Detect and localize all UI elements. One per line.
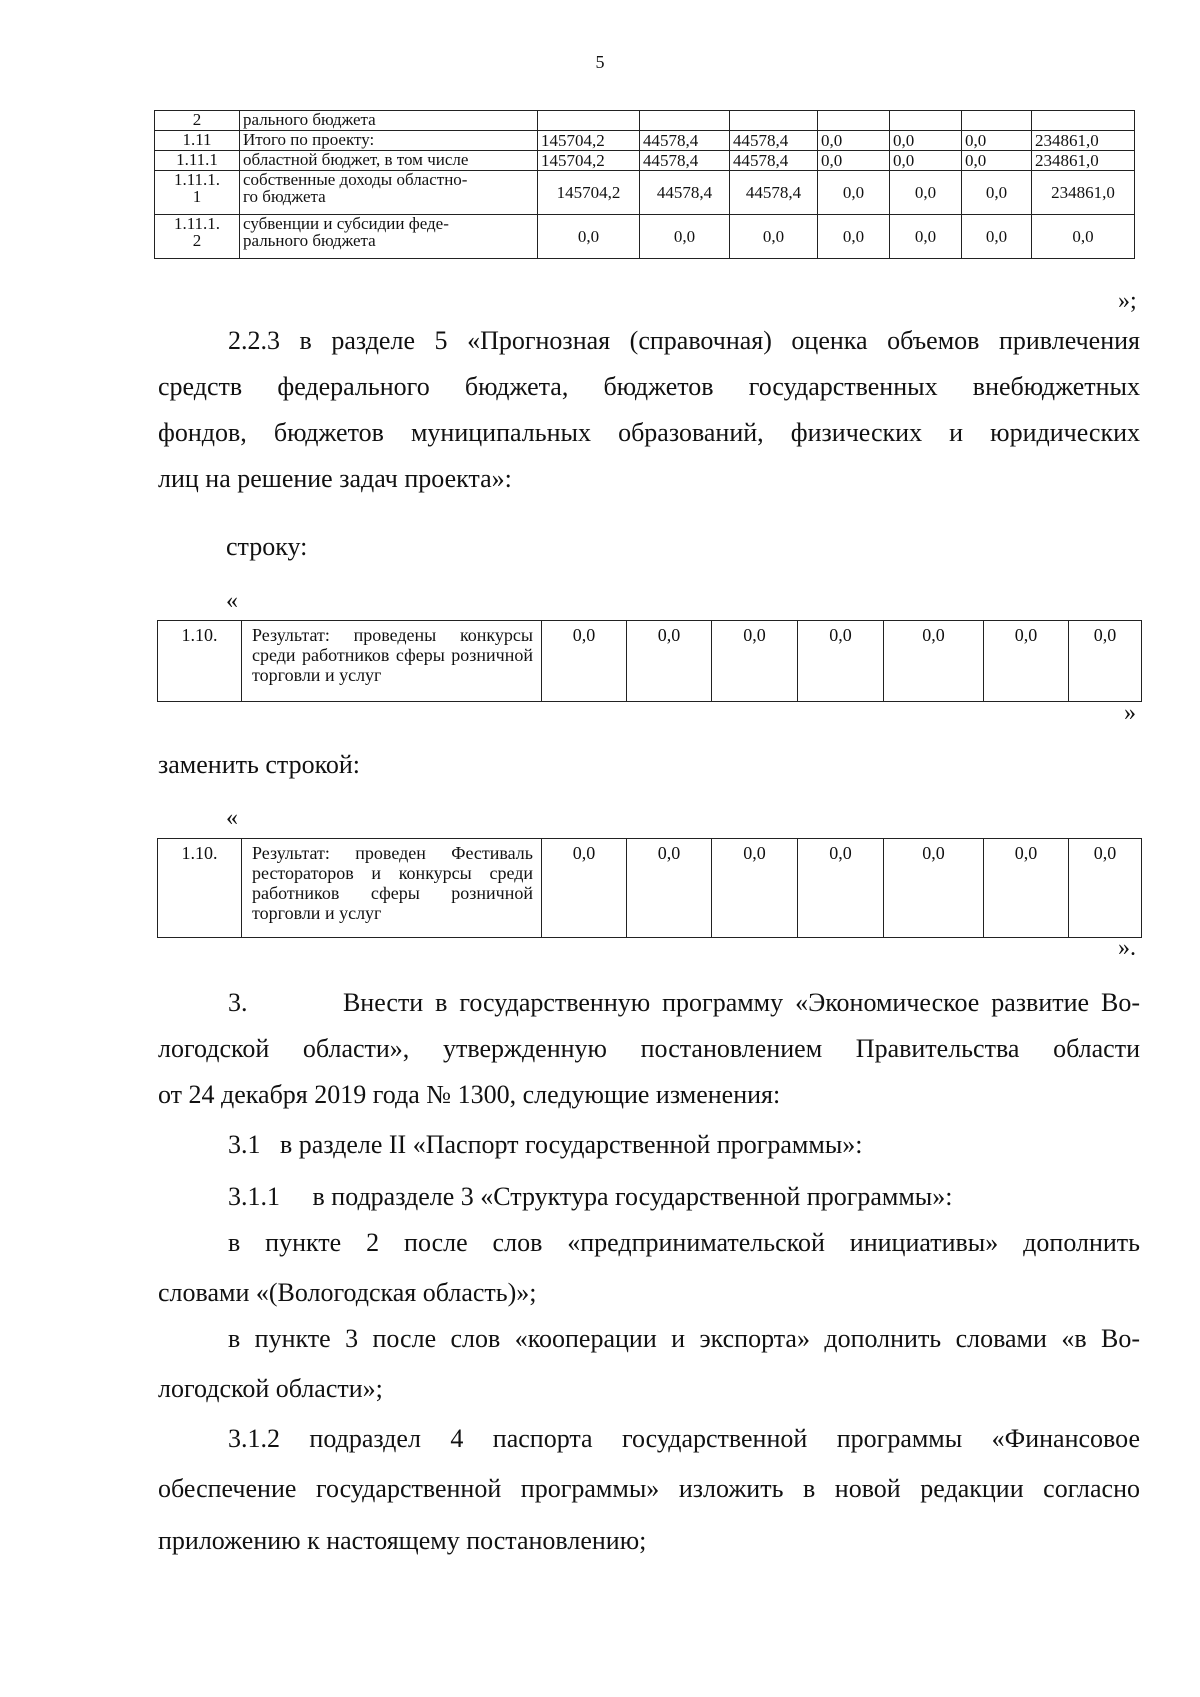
row-number: 1.11.1. 2 [155,215,240,259]
close-quote-2: » [1124,700,1136,726]
table-row [155,131,1135,151]
cell-value: 0,0 [984,621,1069,702]
cell-value: 0,0 [798,621,884,702]
section-3-1-2-line: приложению к настоящему постановлению; [158,1526,647,1555]
item-2-line: в пункте 2 после слов «предпринимательской инициативы» дополнить [228,1228,1140,1257]
cell-value: 145704,2 [538,151,640,171]
cell-value: 0,0 [542,839,627,938]
cell-value: 44578,4 [730,151,818,171]
cell-value [962,111,1032,131]
cell-value: 0,0 [890,151,962,171]
section-2-2-3-line: средств федерального бюджета, бюджетов государственных внебюджетных [158,372,1140,401]
item-3-line: логодской области»; [158,1374,383,1403]
cell-value [818,111,890,131]
cell-value: 44578,4 [640,131,730,151]
cell-value: 0,0 [627,839,712,938]
open-quote-1: « [226,588,238,614]
cell-value: 234861,0 [1032,151,1135,171]
cell-value: 0,0 [818,215,890,259]
cell-value: 0,0 [884,621,984,702]
table-row [155,111,1135,131]
close-quote-1: »; [1118,288,1137,314]
cell-value: 0,0 [538,215,640,259]
cell-value: 0,0 [712,621,798,702]
row-name: Итого по проекту: [240,131,538,151]
table-row [155,215,1135,259]
cell-value: 0,0 [818,131,890,151]
cell-value [640,111,730,131]
page-number: 5 [595,52,605,72]
cell-value: 234861,0 [1032,171,1135,215]
row-number: 1.10. [158,839,242,938]
cell-value: 44578,4 [640,151,730,171]
row-description: Результат: проведен Фестиваль рестораторов и конкурсы среди работников сферы розничной торговли и услуг [242,839,542,938]
financing-table [154,110,1135,259]
table-row [155,171,1135,215]
row-number: 1.11 [155,131,240,151]
cell-value: 0,0 [890,131,962,151]
row-number: 1.11.1 [155,151,240,171]
section-2-2-3-line: фондов, бюджетов муниципальных образований, физических и юридических [158,418,1140,447]
cell-value: 0,0 [640,215,730,259]
section-3-1-2-line: 3.1.2 подраздел 4 паспорта государственной программы «Финансовое [228,1424,1140,1453]
table-row [155,151,1135,171]
table-row [158,621,1142,702]
cell-value: 44578,4 [640,171,730,215]
cell-value: 0,0 [962,171,1032,215]
row-name: рального бюджета [240,111,538,131]
cell-value: 0,0 [818,151,890,171]
cell-value: 0,0 [890,215,962,259]
cell-value: 0,0 [962,131,1032,151]
section-3-1-1: 3.1.1 в подразделе 3 «Структура государственной программы»: [228,1182,953,1211]
cell-value [890,111,962,131]
row-number: 1.10. [158,621,242,702]
cell-value: 0,0 [542,621,627,702]
cell-value [1032,111,1135,131]
close-quote-3: ». [1118,935,1136,961]
table-row [158,839,1142,938]
cell-value: 0,0 [962,151,1032,171]
open-quote-2: « [226,805,238,831]
row-name: субвенции и субсидии феде- рального бюджета [240,215,538,259]
section-3-line: логодской области», утвержденную постановлением Правительства области [158,1034,1140,1063]
cell-value: 0,0 [798,839,884,938]
cell-value [730,111,818,131]
cell-value: 0,0 [730,215,818,259]
old-row-table [157,620,1142,702]
cell-value: 145704,2 [538,171,640,215]
section-3-line: 3. Внести в государственную программу «Экономическое развитие Во- [228,988,1140,1017]
section-2-2-3-line: 2.2.3 в разделе 5 «Прогнозная (справочная) оценка объемов привлечения [228,326,1140,355]
cell-value: 0,0 [712,839,798,938]
row-description: Результат: проведены конкурсы среди работников сферы розничной торговли и услуг [242,621,542,702]
cell-value: 44578,4 [730,171,818,215]
section-3-1-2-line: обеспечение государственной программы» изложить в новой редакции согласно [158,1474,1140,1503]
cell-value: 0,0 [627,621,712,702]
replace-label: заменить строкой: [158,750,361,779]
row-label: строку: [226,532,308,561]
item-2-line: словами «(Вологодская область)»; [158,1278,537,1307]
cell-value: 0,0 [962,215,1032,259]
cell-value: 0,0 [1069,621,1142,702]
cell-value: 0,0 [984,839,1069,938]
cell-value: 0,0 [1069,839,1142,938]
cell-value: 145704,2 [538,131,640,151]
cell-value: 44578,4 [730,131,818,151]
section-2-2-3-line: лиц на решение задач проекта»: [158,464,512,493]
row-name: областной бюджет, в том числе [240,151,538,171]
new-row-table [157,838,1142,938]
cell-value: 234861,0 [1032,131,1135,151]
cell-value: 0,0 [818,171,890,215]
cell-value: 0,0 [890,171,962,215]
cell-value: 0,0 [1032,215,1135,259]
row-name: собственные доходы областно- го бюджета [240,171,538,215]
section-3-1: 3.1 в разделе II «Паспорт государственной программы»: [228,1130,863,1159]
cell-value: 0,0 [884,839,984,938]
row-number: 2 [155,111,240,131]
section-3-line: от 24 декабря 2019 года № 1300, следующие изменения: [158,1080,781,1109]
item-3-line: в пункте 3 после слов «кооперации и экспорта» дополнить словами «в Во- [228,1324,1140,1353]
cell-value [538,111,640,131]
row-number: 1.11.1. 1 [155,171,240,215]
